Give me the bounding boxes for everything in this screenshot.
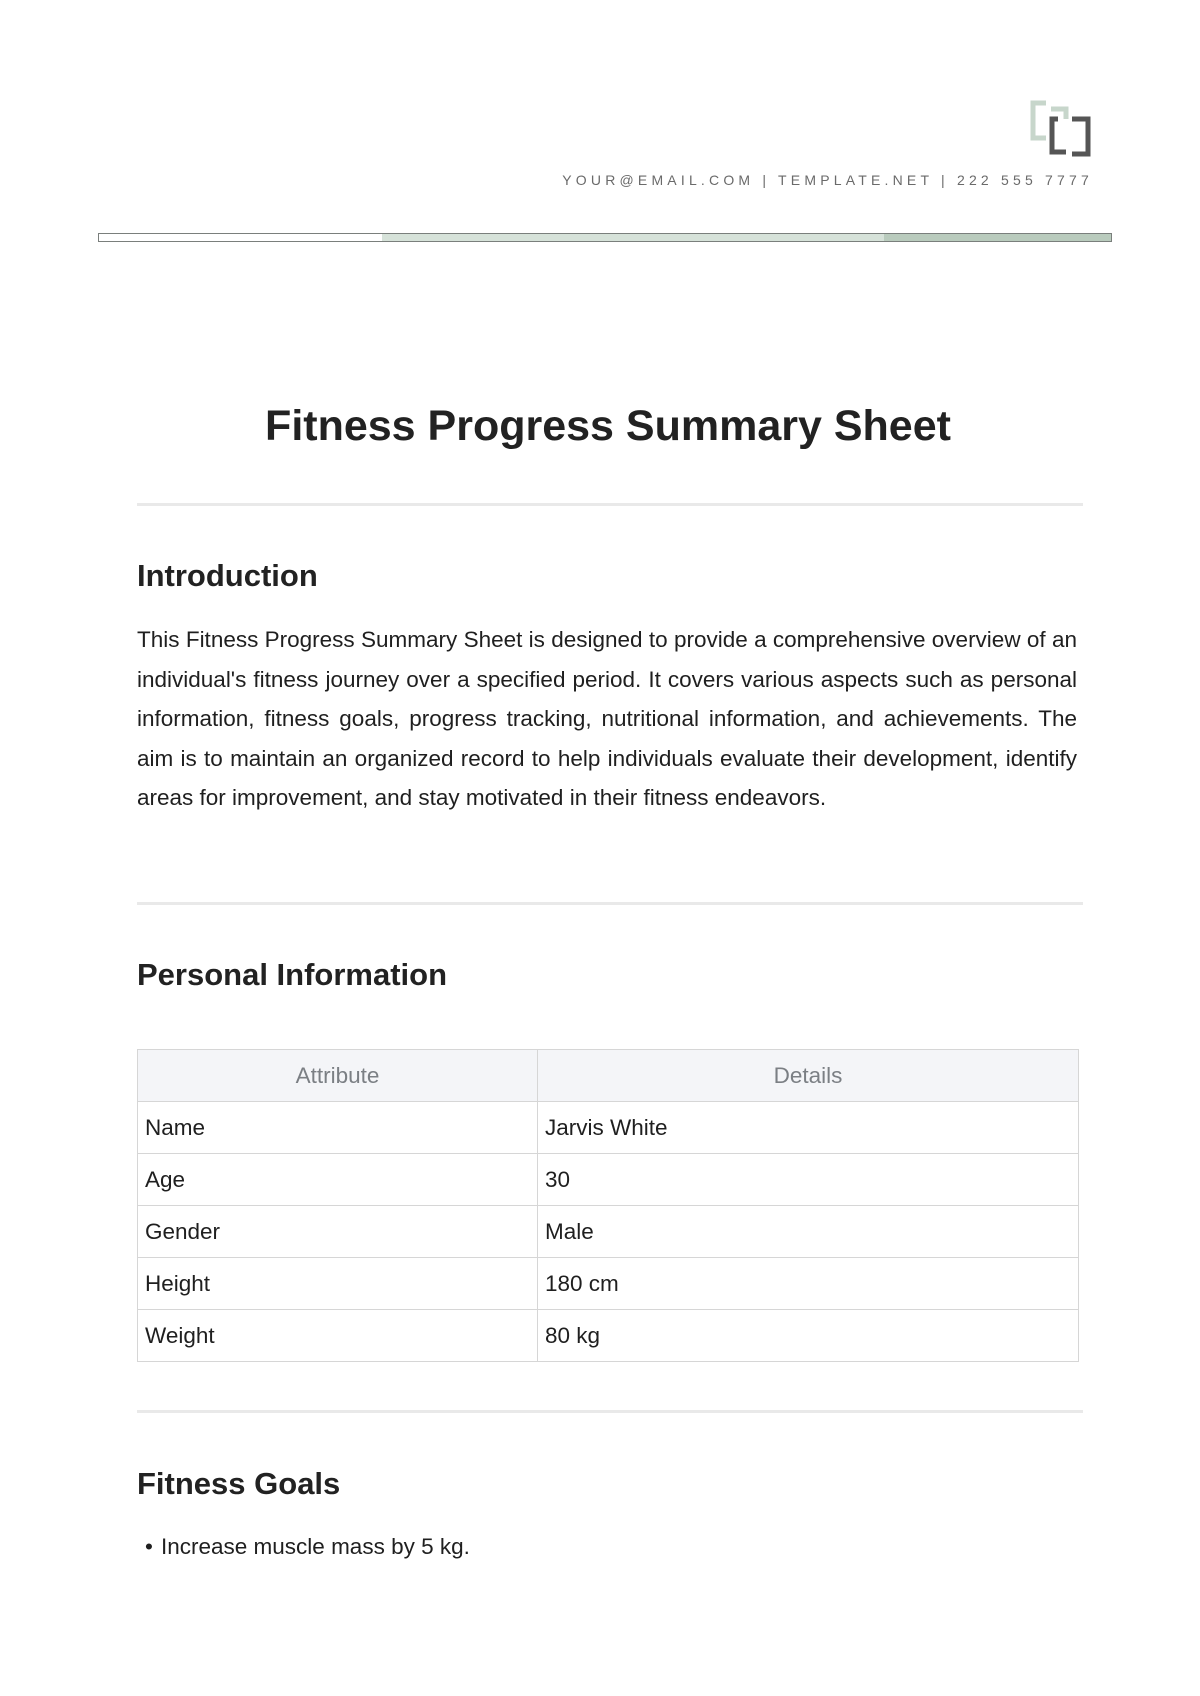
header-bar-segment-accent bbox=[884, 234, 1111, 241]
column-header-details: Details bbox=[538, 1050, 1079, 1102]
table-row bbox=[138, 1206, 1079, 1258]
section-divider bbox=[137, 902, 1083, 905]
company-logo bbox=[1030, 100, 1092, 158]
attribute-cell: Name bbox=[138, 1102, 538, 1154]
column-header-attribute: Attribute bbox=[138, 1050, 538, 1102]
details-cell: 180 cm bbox=[538, 1258, 1079, 1310]
table-row bbox=[138, 1102, 1079, 1154]
attribute-cell: Height bbox=[138, 1258, 538, 1310]
header-divider-bar bbox=[98, 233, 1112, 242]
details-cell: 80 kg bbox=[538, 1310, 1079, 1362]
attribute-cell: Weight bbox=[138, 1310, 538, 1362]
introduction-heading: Introduction bbox=[137, 558, 318, 593]
header-bar-segment-white bbox=[99, 234, 382, 241]
personal-information-heading: Personal Information bbox=[137, 957, 448, 992]
header-bar-segment-light bbox=[382, 234, 884, 241]
fitness-goals-heading: Fitness Goals bbox=[137, 1466, 341, 1501]
logo-bracket-icon bbox=[1030, 100, 1092, 158]
details-cell: 30 bbox=[538, 1154, 1079, 1206]
table-header-row bbox=[138, 1050, 1079, 1102]
attribute-cell: Gender bbox=[138, 1206, 538, 1258]
introduction-paragraph: This Fitness Progress Summary Sheet is designed to provide a comprehensive overview of an individual's fitness journey over a specified period. It covers various aspects such as personal information, fitness goals, progress tracking, nutritional information, and achievements. The aim is to maintain an organized record to help individuals evaluate their development, identify areas for improvement, and stay motivated in their fitness endeavors. bbox=[137, 627, 1077, 811]
page-title: Fitness Progress Summary Sheet bbox=[265, 402, 951, 450]
personal-information-table bbox=[137, 1049, 1079, 1362]
details-cell: Male bbox=[538, 1206, 1079, 1258]
table-row bbox=[138, 1154, 1079, 1206]
table-row bbox=[138, 1310, 1079, 1362]
section-divider bbox=[137, 503, 1083, 506]
contact-info: YOUR@EMAIL.COM | TEMPLATE.NET | 222 555 7777 bbox=[562, 172, 1093, 188]
details-cell: Jarvis White bbox=[538, 1102, 1079, 1154]
list-item: • Increase muscle mass by 5 kg. bbox=[137, 1534, 470, 1560]
section-divider bbox=[137, 1410, 1083, 1413]
attribute-cell: Age bbox=[138, 1154, 538, 1206]
table-row bbox=[138, 1258, 1079, 1310]
fitness-goals-list bbox=[137, 1534, 470, 1560]
